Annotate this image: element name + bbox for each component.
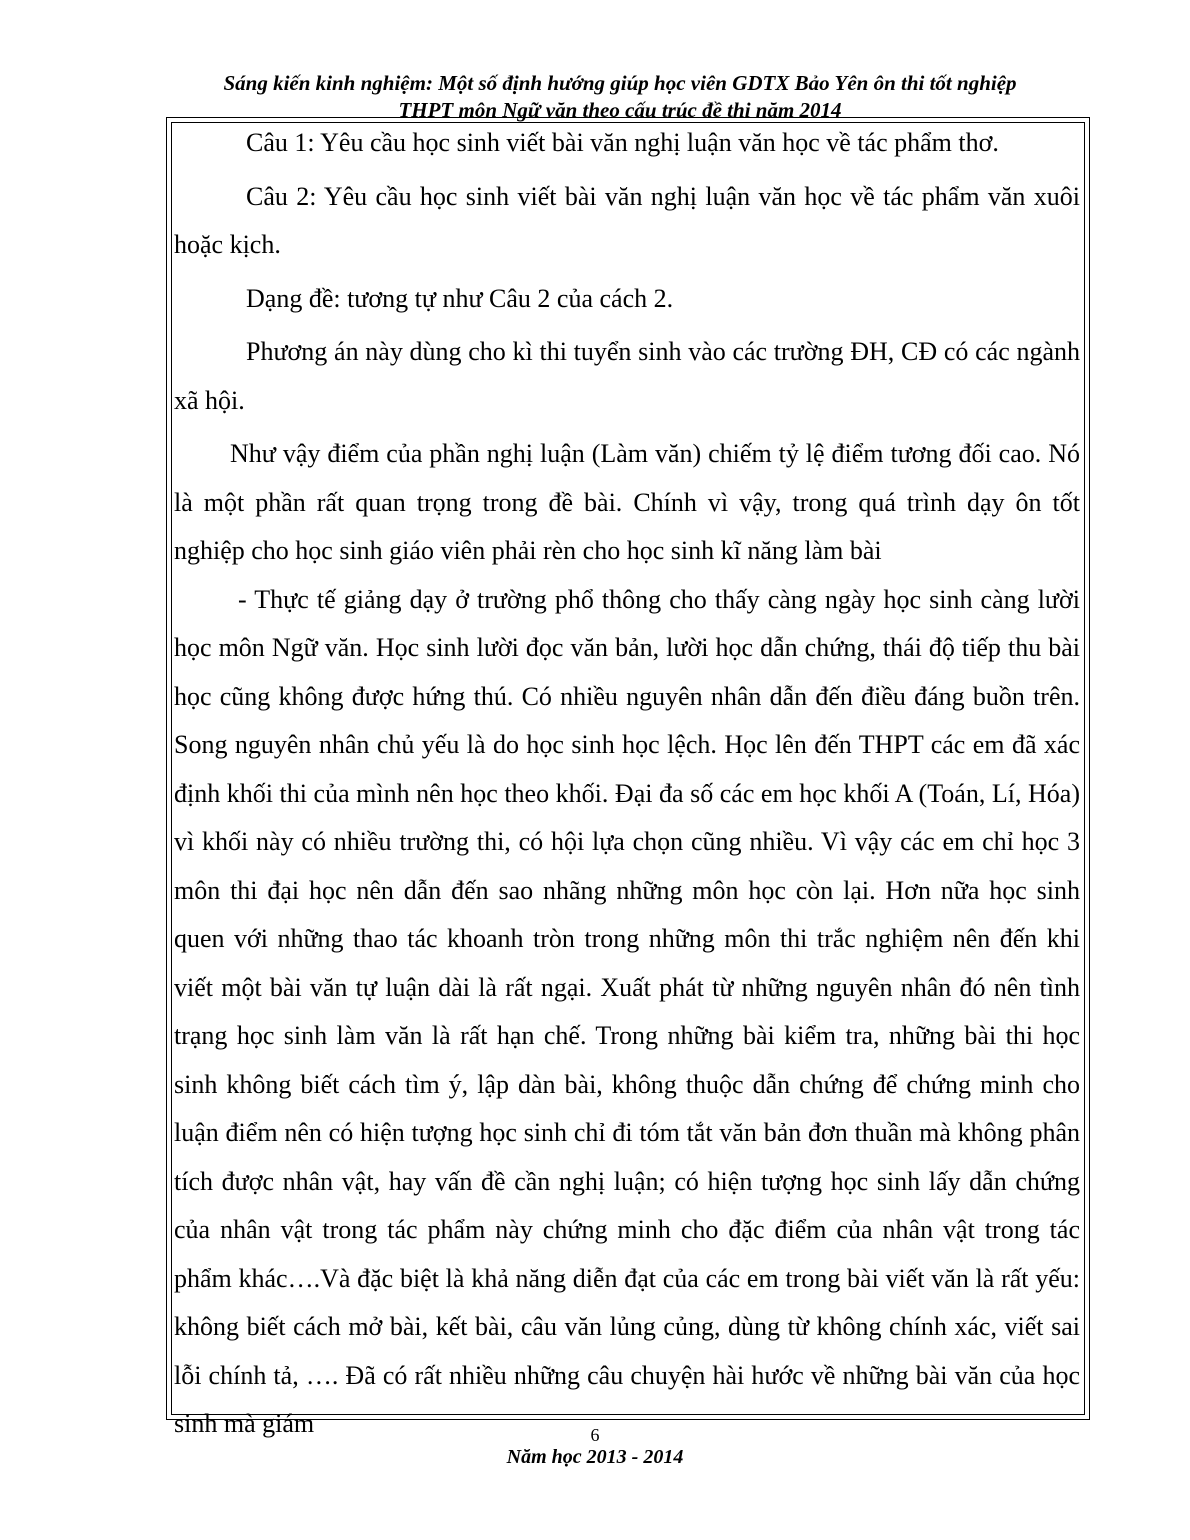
header-line-2: THPT môn Ngữ văn theo cấu trúc đề thi năm 2014 xyxy=(398,98,842,122)
paragraph-thuc-te: - Thực tế giảng dạy ở trường phổ thông cho thấy càng ngày học sinh càng lười học môn Ngữ văn. Học sinh lười đọc văn bản, lười học dẫn chứng, thái độ tiếp thu bài học cũng không được hứng thú. Có nhiều nguyên nhân dẫn đến điều đáng buồn trên. Song nguyên nhân chủ yếu là do học sinh học lệch. Học lên đến THPT các em đã xác định khối thi của mình nên học theo khối. Đại đa số các em học khối A (Toán, Lí, Hóa) vì khối này có nhiều trường thi, có hội lựa chọn cũng nhiều. Vì vậy các em chỉ học 3 môn thi đại học nên dẫn đến sao nhãng những môn học còn lại. Hơn nữa học sinh quen với những thao tác khoanh tròn trong những môn thi trắc nghiệm nên đến khi viết một bài văn tự luận dài là rất ngại. Xuất phát từ những nguyên nhân đó nên tình trạng học sinh làm văn là rất hạn chế. Trong những bài kiểm tra, những bài thi học sinh không biết cách tìm ý, lập dàn bài, không thuộc dẫn chứng để chứng minh cho luận điểm nên có hiện tượng học sinh chỉ đi tóm tắt văn bản đơn thuần mà không phân tích được nhân vật, hay vấn đề cần nghị luận; có hiện tượng học sinh lấy dẫn chứng của nhân vật trong tác phẩm này chứng minh cho đặc điểm của nhân vật trong tác phẩm khác….Và đặc biệt là khả năng diễn đạt của các em trong bài viết văn là rất yếu: không biết cách mở bài, kết bài, câu văn lủng củng, dùng từ không chính xác, viết sai lỗi chính tả, …. Đã có rất nhiều những câu chuyện hài hước về những bài văn của học sinh mà giám xyxy=(174,584,1080,1438)
paragraph-cau-1: Câu 1: Yêu cầu học sinh viết bài văn nghị luận văn học về tác phẩm thơ. xyxy=(246,128,999,157)
paragraph-phuong-an: Phương án này dùng cho kì thi tuyển sinh vào các trường ĐH, CĐ có các ngành xã hội. xyxy=(174,337,1080,415)
document-header xyxy=(150,70,1090,124)
page-body xyxy=(174,119,1080,1449)
paragraph-cau-2: Câu 2: Yêu cầu học sinh viết bài văn nghị luận văn học về tác phẩm văn xuôi hoặc kịch. xyxy=(174,181,1080,259)
paragraph-dang-de: Dạng đề: tương tự như Câu 2 của cách 2. xyxy=(246,283,674,313)
header-line-1: Sáng kiến kinh nghiệm: Một số định hướng giúp học viên GDTX Bảo Yên ôn thi tốt nghiệp xyxy=(223,71,1017,95)
document-footer: Năm học 2013 - 2014 xyxy=(506,1446,684,1468)
paragraph-nhu-vay: Như vậy điểm của phần nghị luận (Làm văn) chiếm tỷ lệ điểm tương đối cao. Nó là một phần rất quan trọng trong đề bài. Chính vì vậy, trong quá trình dạy ôn tốt nghiệp cho học sinh giáo viên phải rèn cho học sinh kĩ năng làm bài xyxy=(174,439,1080,565)
page-number: 6 xyxy=(590,1425,600,1445)
